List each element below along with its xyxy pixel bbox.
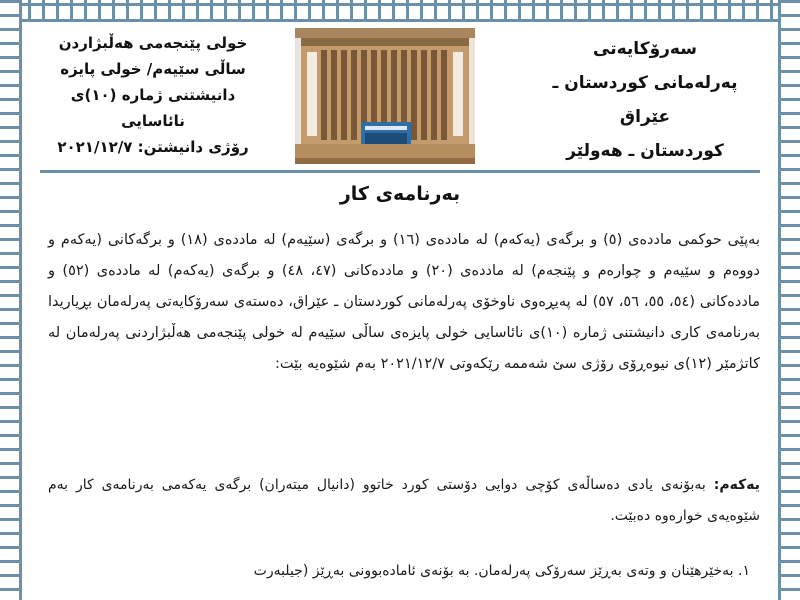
parliament-building-image [295, 28, 475, 164]
section-first-text: بەبۆنەی یادی دەساڵەی کۆچی دوایی دۆستی کورد خاتوو (دانیال میتەران) برگەی یەکەمی بەرنامەی کار بەم شێوەیەی خوارەوە دەبێت. [48, 477, 760, 524]
decorative-border-right [778, 0, 800, 600]
agenda-preamble [48, 225, 760, 380]
session-date: رۆژی دانیشتن: ٢٠٢١/١٢/٧ [57, 138, 249, 156]
document-title: بەرنامەی کار [339, 183, 461, 205]
header-institution-line2: پەرلەمانی کوردستان ـ عێراق [552, 73, 738, 127]
session-number: دانیشتنی ژمارە (١٠)ی نائاسایی [70, 86, 236, 130]
header-institution [530, 32, 760, 168]
agenda-item-1: ١. بەخێرهێنان و وتەی بەڕێز سەرۆکی پەرلەمان. بە بۆنەی ئامادەبوونی بەڕێز (جیلبەرت [253, 563, 750, 579]
session-year: ساڵی سێیەم/ خولی پایزە [60, 60, 246, 78]
agenda-section-first [48, 470, 760, 532]
session-info [38, 30, 268, 160]
header-institution-line3: کوردستان ـ هەولێر [566, 141, 724, 161]
header-institution-line1: سەرۆکایەتی [593, 39, 697, 59]
decorative-border-top [0, 0, 800, 22]
section-first-label: یەکەم: [713, 477, 760, 493]
decorative-border-left [0, 0, 22, 600]
session-term: خولی پێنجەمی هەڵبژاردن [58, 34, 248, 52]
header-divider [40, 170, 760, 173]
agenda-preamble-text: بەپێی حوکمی ماددەی (٥) و برگەی (یەکەم) لە ماددەی (١٦) و برگەی (سێیەم) لە ماددەی (١٨) و برگەکانی (یەکەم و دووەم و سێیەم و چوارەم و پێنجەم) لە ماددەی (٢٠) و ماددەکانی (٤٧، ٤٨) و برگەی (یەکەم) لە ماددەی (٥٢) و ماددەکانی (٥٤، ٥٥، ٥٦، ٥٧) لە پەیڕەوی ناوخۆی پەرلەمانی کوردستان ـ عێراق، دەستەی سەرۆکایەتی پەرلەمان بڕیاریدا بەرنامەی کاری دانیشتنی ژمارە (١٠)ی نائاسایی خولی پایزەی ساڵی سێیەم لە خولی پێنجەمی هەڵبژاردنی پەرلەمان لە کاتژمێر (١٢)ی نیوەڕۆی رۆژی سێ شەممە رێکەوتی ٢٠٢١/١٢/٧ بەم شێوەیە بێت: [48, 232, 760, 372]
